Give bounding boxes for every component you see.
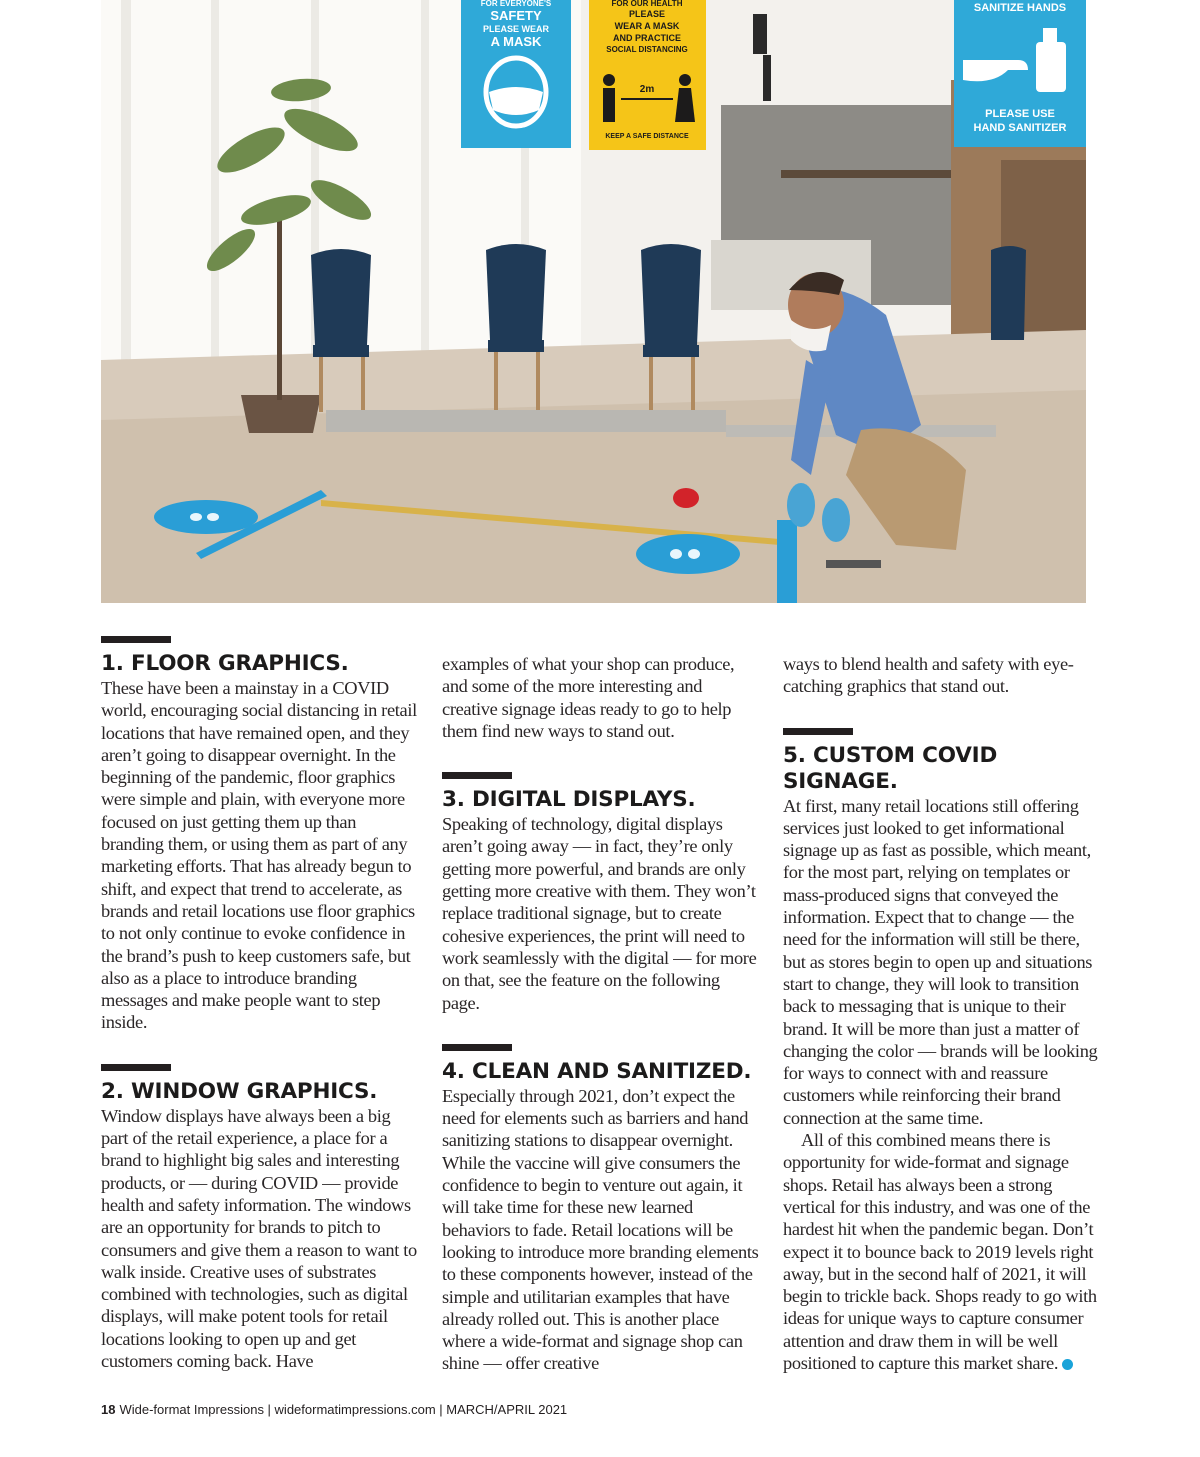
sign-distance-line-4: AND PRACTICE (612, 33, 682, 43)
footer-publication: Wide-format Impressions | wideformatimpressions.com | MARCH/APRIL 2021 (119, 1402, 568, 1417)
article-column-1 (101, 636, 419, 1372)
paragraph-floor-graphics: These have been a mainstay in a COVID world, encouraging social distancing in retail locations that have remained open, and they aren’t going to disappear overnight. In the beginning of the pandemic, floor graphics were simple and plain, with everyone more focused on just getting them up than branding them, or using them as part of any marketing efforts. That has already begun to shift, and expect that trend to accelerate, as brands and retail locations use floor graphics to not only continue to evoke confidence in the brand’s push to keep customers safe, but also as a place to introduce branding messages and make people want to step inside. (101, 678, 417, 1033)
section-heading-custom-covid-signage: 5. CUSTOM COVID SIGNAGE. (783, 742, 998, 794)
sign-mask-line-3: PLEASE WEAR (482, 24, 550, 34)
paragraph-window-graphics: Window displays have always been a big part of the retail experience, a place for a brand to highlight big sales and interesting products, or — during COVID — provide health and safety information. The windows are an opportunity for brands to pitch to consumers and give them a reason to want to walk inside. Creative uses of substrates combined with technologies, such as digital displays, will make potent tools for retail locations looking to open up and get customers coming back. Have (101, 1105, 417, 1372)
section-digital-displays (442, 772, 760, 1014)
sign-sanitize-bottom-1: PLEASE USE (985, 108, 1055, 120)
paragraph-window-graphics-continued: examples of what your shop can produce, and some of the more interesting and creative signage ideas ready to go to help them find new ways to stand out. (442, 654, 735, 741)
section-heading-digital-displays: 3. DIGITAL DISPLAYS. (442, 787, 696, 813)
sign-mask-line-4: A MASK (490, 34, 542, 49)
section-rule (442, 1044, 512, 1051)
section-rule (783, 728, 853, 735)
paragraph-custom-covid-signage-2 (783, 1129, 1099, 1374)
section-heading-window-graphics: 2. WINDOW GRAPHICS. (101, 1078, 378, 1104)
section-heading-clean-and-sanitized: 4. CLEAN AND SANITIZED. (442, 1058, 752, 1084)
paragraph-custom-covid-signage-2-text: All of this combined means there is opportunity for wide-format and signage shops. Retail has always been a strong vertical for this industry, and was one of the hardest hit when the pandemic began. Don’t expect it to bounce back to 2019 levels right away, but in the second half of 2021, it will begin to trickle back. Shops ready to go with ideas for unique ways to capture consumer attention and draw them in will be well positioned to capture this market share. (783, 1130, 1097, 1374)
sign-distance-footer: KEEP A SAFE DISTANCE (605, 133, 689, 140)
paragraph-custom-covid-signage-1: At first, many retail locations still offering services just looked to get informational signage up as fast as possible, which meant, for the most part, relying on templates or mass-produced signs that conveyed the information. Expect that to change — the need for the information will still be there, but as stores begin to open up and situations start to change, they will look to transition back to messaging that is unique to their brand. It will be more than just a matter of changing the color — brands will be looking for ways to connect with and reassure customers while reinforcing their brand connection at the same time. (783, 795, 1098, 1128)
section-heading-floor-graphics: 1. FLOOR GRAPHICS. (101, 651, 349, 676)
end-mark-icon (1062, 1359, 1073, 1370)
section-clean-and-sanitized (442, 1044, 760, 1375)
section-window-graphics (101, 1064, 419, 1373)
section-custom-covid-signage (783, 728, 1099, 1375)
page-footer (101, 1402, 567, 1417)
section-rule (442, 772, 512, 779)
sign-distance-measure: 2m (639, 84, 655, 95)
section-floor-graphics (101, 636, 419, 1034)
sign-mask-line-1: FOR EVERYONE'S (480, 0, 552, 8)
sign-mask-line-2: SAFETY (490, 8, 542, 23)
sign-distance-line-5: SOCIAL DISTANCING (606, 45, 688, 54)
article-column-2 (442, 653, 760, 1375)
article-photo (101, 0, 1086, 603)
sign-sanitize-top: SANITIZE HANDS (973, 2, 1067, 14)
paragraph-clean-and-sanitized-continued: ways to blend health and safety with eye-catching graphics that stand out. (783, 654, 1074, 697)
sign-sanitize-bottom-2: HAND SANITIZER (973, 122, 1067, 134)
article-column-3 (783, 653, 1099, 1374)
sign-distance-line-1: FOR OUR HEALTH (611, 0, 683, 8)
section-rule (101, 636, 171, 643)
sign-distance-line-2: PLEASE (628, 9, 666, 19)
section-rule (101, 1064, 171, 1071)
paragraph-clean-and-sanitized: Especially through 2021, don’t expect the need for elements such as barriers and hand sanitizing stations to disappear overnight. While the vaccine will give consumers the confidence to begin to venture out again, it will take time for these new learned behaviors to fade. Retail locations will be looking to introduce more branding elements to these components however, instead of the simple and utilitarian examples that have already rolled out. This is another place where a wide-format and signage shop can shine — offer creative (442, 1085, 759, 1374)
page-number: 18 (101, 1402, 116, 1417)
paragraph-digital-displays: Speaking of technology, digital displays aren’t going away — in fact, they’re only getting more powerful, and brands are only getting more creative with them. They won’t replace traditional signage, but to create cohesive experiences, the print will need to work seamlessly with the digital — for more on that, see the feature on the following page. (442, 814, 757, 1013)
sign-distance-line-3: WEAR A MASK (614, 21, 680, 31)
